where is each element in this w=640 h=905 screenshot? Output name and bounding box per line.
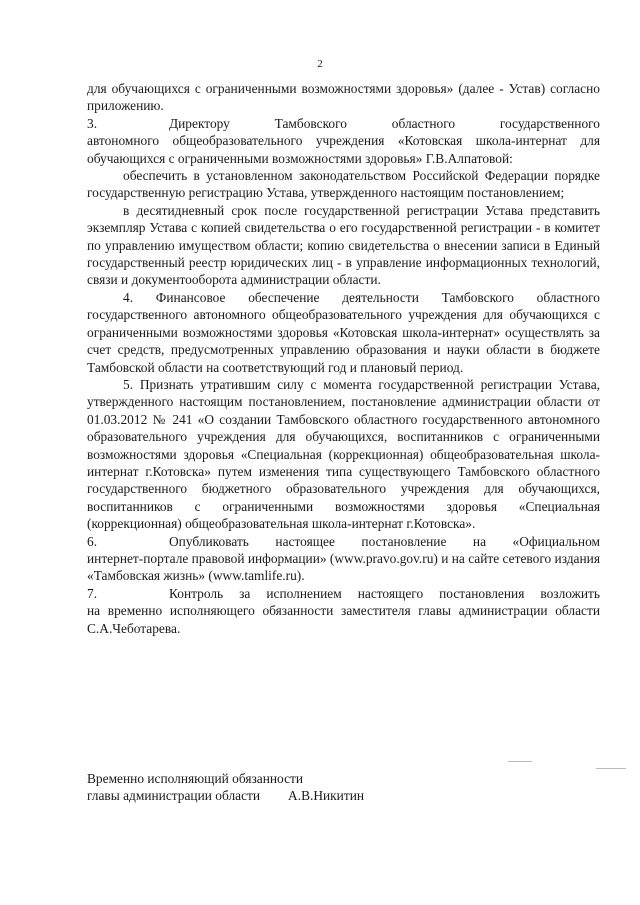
paragraph-7 xyxy=(87,585,600,637)
paragraph-3a: обеспечить в установленном законодательством Российской Федерации порядке государственную регистрацию Устава, утвержденного настоящим постановлением; xyxy=(87,168,600,201)
signatory-name: А.В.Никитин xyxy=(288,788,365,804)
paragraph-7-first-line xyxy=(87,585,600,602)
signature-title-text: главы администрации области xyxy=(87,788,261,804)
paragraph-6 xyxy=(87,533,600,585)
paragraph-3-first-line xyxy=(87,115,600,132)
paragraph-3b: в десятидневный срок после государственной регистрации Устава представить экземпляр Устава с копией свидетельства о его государственной регистрации - в комитет по управлению имуществом области; копию свидетельства о внесении записи в Единый государственный реестр юридических лиц - в управление информационных технологий, связи и документооборота администрации области. xyxy=(87,202,600,288)
paragraph-3-text: автономного общеобразовательного учреждения «Котовская школа-интернат для обучающихся с ограниченными возможностями здоровья» Г.В.Алпатовой: xyxy=(87,133,600,166)
signature-title-line-2 xyxy=(87,787,364,804)
signature-block xyxy=(87,770,364,805)
scan-artifact xyxy=(596,768,626,769)
paragraph-2-continuation: для обучающихся с ограниченными возможностями здоровья» (далее - Устав) согласно приложению. xyxy=(87,81,600,114)
paragraph-7-text: на временно исполняющего обязанности заместителя главы администрации области С.А.Чеботарева. xyxy=(87,603,600,636)
scan-artifact xyxy=(508,761,532,762)
signature-title-line-1: Временно исполняющий обязанности xyxy=(87,771,304,786)
paragraph-3-first-text: Директору Тамбовского областного государственного xyxy=(169,115,600,131)
paragraph-4: 4. Финансовое обеспечение деятельности Тамбовского областного государственного автономного общеобразовательного учреждения для обучающихся с ограниченными возможностями здоровья «Котовская школа-интернат» осуществлять за счет средств, предусмотренных управлению образования и науки области в бюджете Тамбовской области на соответствующий год и плановый период. xyxy=(87,289,600,375)
paragraph-7-number: 7. xyxy=(87,585,98,601)
paragraph-6-text: интернет-портале правовой информации» (www.pravo.gov.ru) и на сайте сетевого издания «Тамбовская жизнь» (www.tamlife.ru). xyxy=(87,550,600,584)
paragraph-6-first-text: Опубликовать настоящее постановление на «Официальном xyxy=(169,533,600,549)
paragraph-5: 5. Признать утратившим силу с момента государственной регистрации Устава, утвержденного настоящим постановлением, постановление администрации области от 01.03.2012 № 241 «О создании Тамбовского областного государственного автономного образовательного учреждения для обучающихся, воспитанников с ограниченными возможностями здоровья «Специальная (коррекционная) общеобразовательная школа-интернат г.Котовска» путем изменения типа существующего Тамбовского областного государственного бюджетного образовательного учреждения для обучающихся, воспитанников с ограниченными возможностями здоровья «Специальная (коррекционная) общеобразовательная школа-интернат г.Котовска». xyxy=(87,376,600,532)
page-number: 2 xyxy=(317,58,323,70)
paragraph-6-first-line xyxy=(87,533,600,550)
paragraph-3-number: 3. xyxy=(87,115,98,131)
document-body xyxy=(87,80,600,637)
paragraph-6-number: 6. xyxy=(87,533,98,549)
paragraph-7-first-text: Контроль за исполнением настоящего постановления возложить xyxy=(169,585,600,601)
paragraph-3 xyxy=(87,115,600,167)
